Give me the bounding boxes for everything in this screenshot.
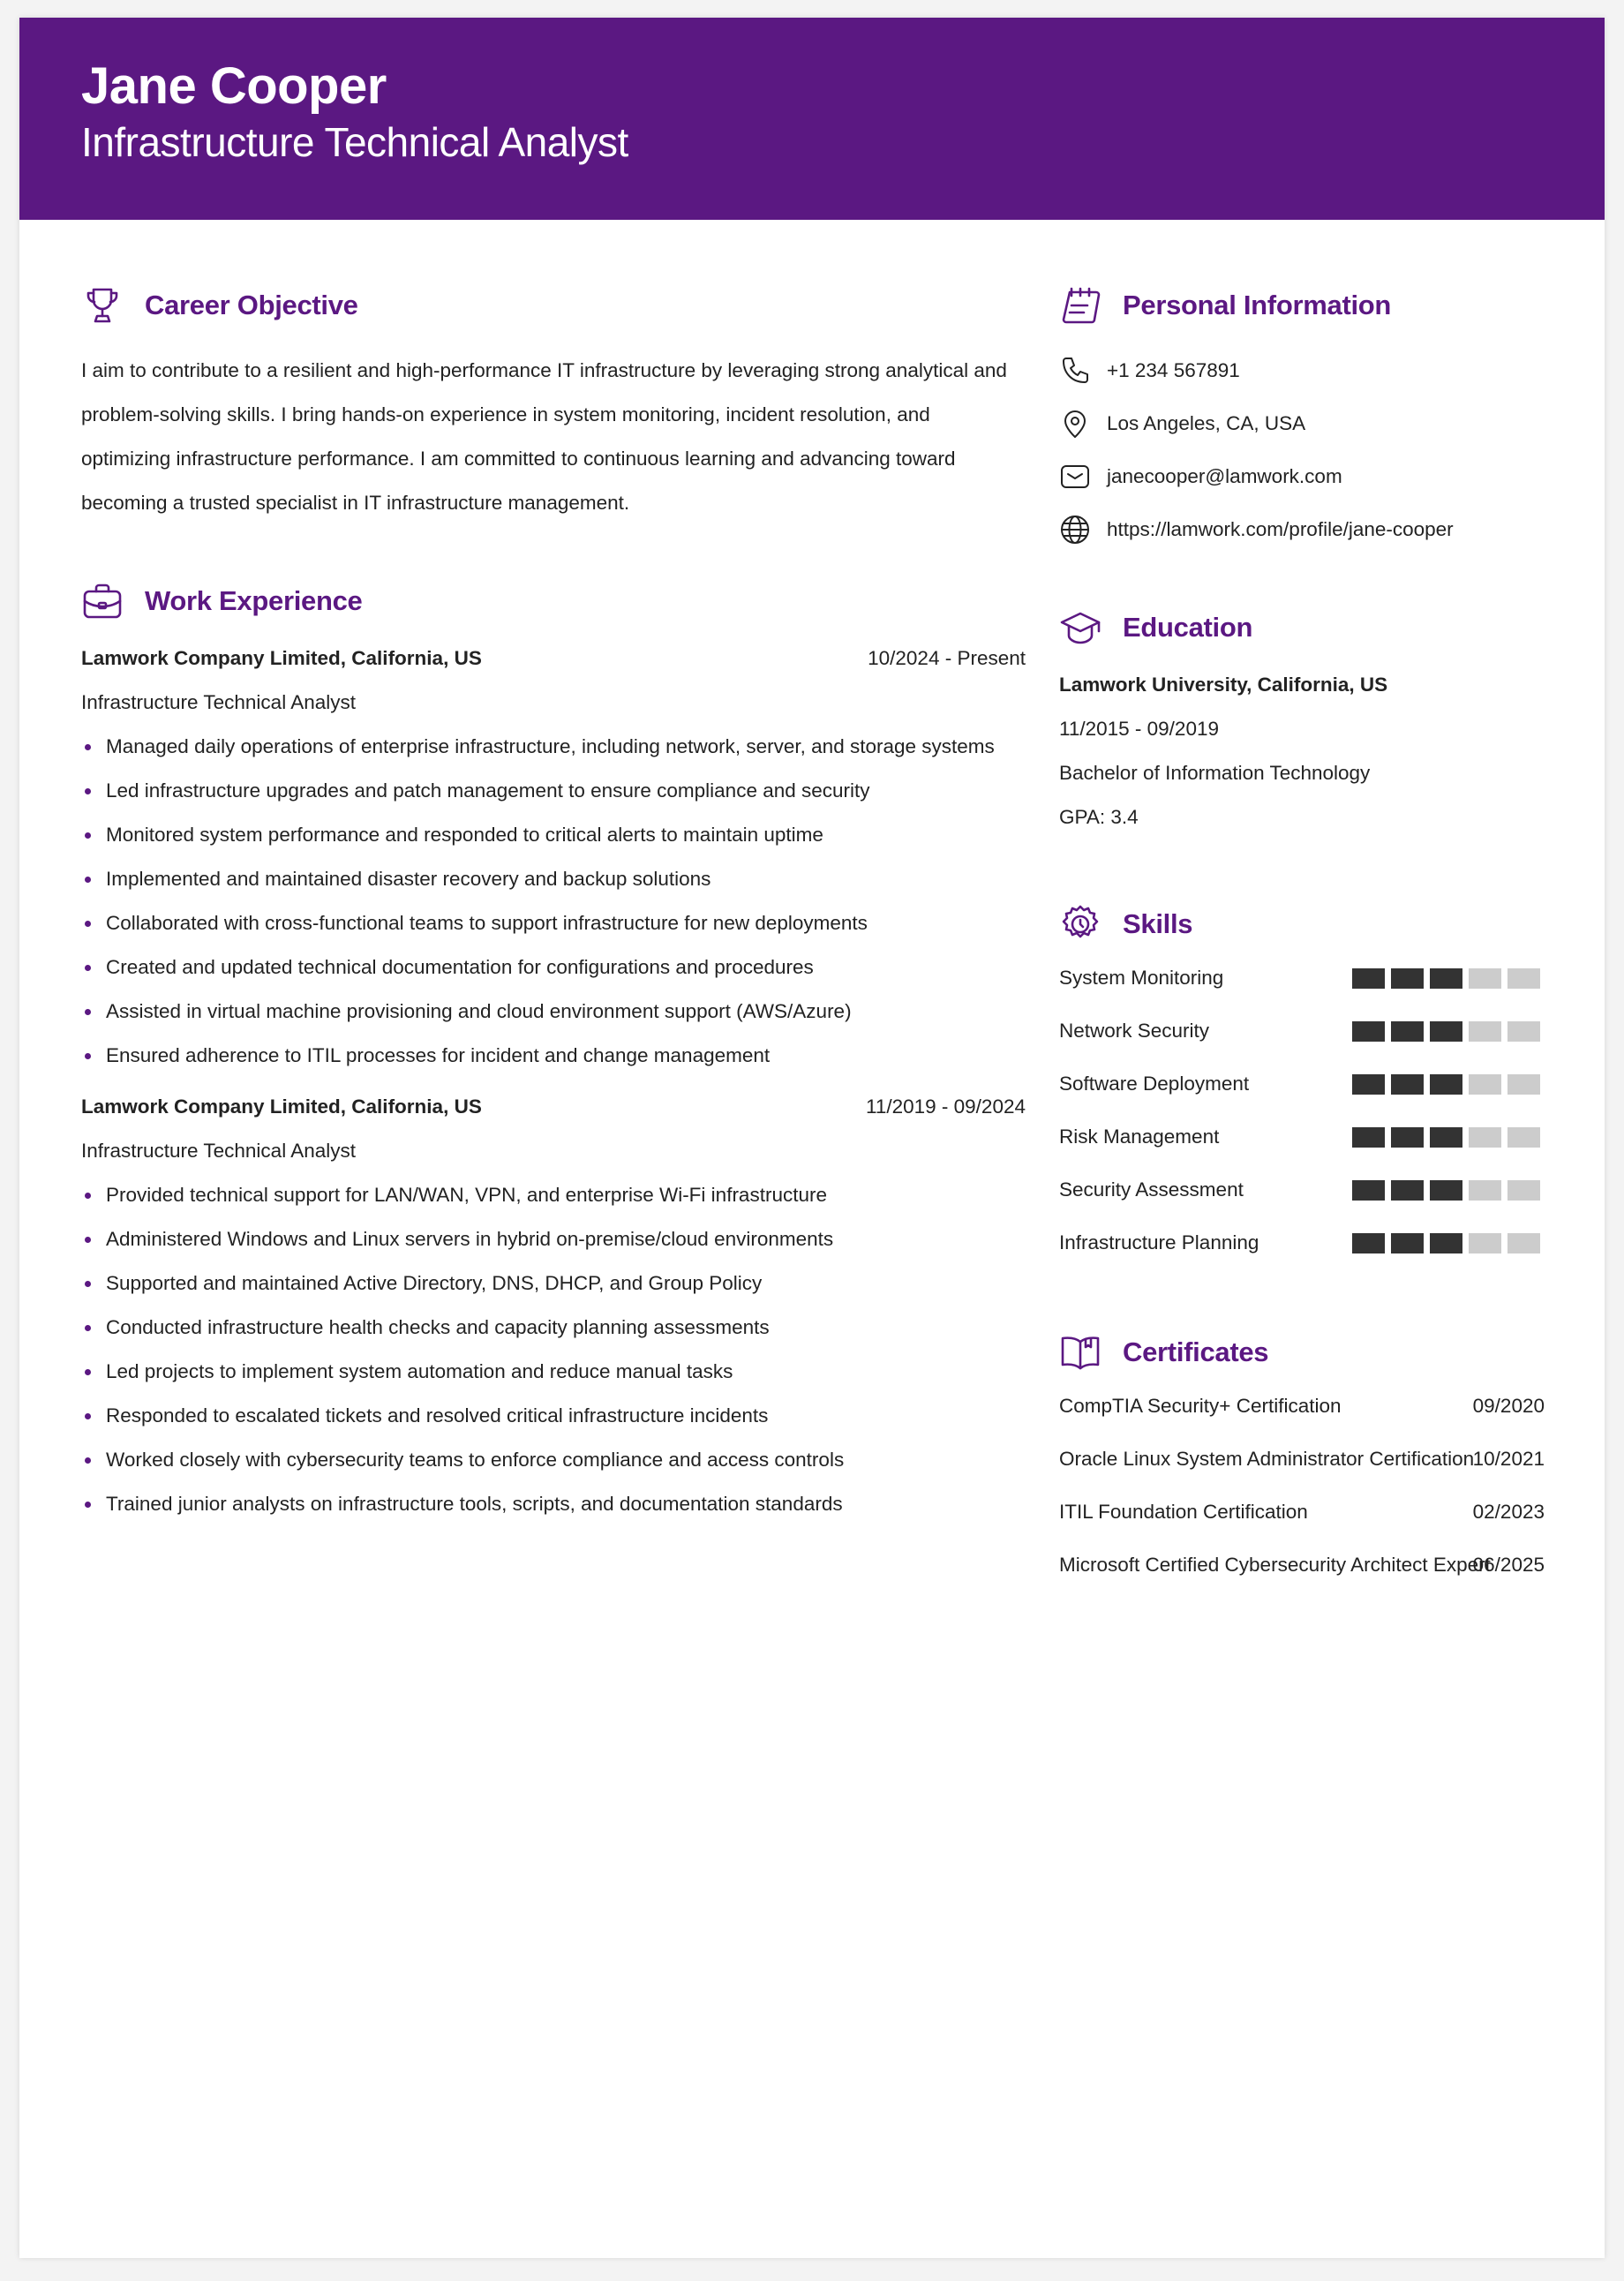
skill-level-segment — [1430, 1021, 1462, 1042]
list-item: Conducted infrastructure health checks and capacity planning assessments — [81, 1314, 844, 1359]
phone-text: +1 234 567891 — [1107, 359, 1240, 381]
career-objective-title: Career Objective — [145, 290, 358, 320]
personal-info-header — [1059, 281, 1391, 330]
career-objective-text: I aim to contribute to a resilient and high-performance IT infrastructure by leveraging strong analytical and problem-solving skills. I bring hands-on experience in system monitoring, incident resolution, and optimizing infrastructure performance. I am committed to continuous learning and advancing toward becoming a trusted specialist in IT infrastructure management. — [81, 359, 1007, 514]
career-objective-header — [81, 281, 358, 330]
calendar-note-icon — [1059, 284, 1101, 327]
skill-level-segment — [1391, 1180, 1424, 1201]
skill-level-segment — [1430, 1074, 1462, 1095]
skill-name: Network Security — [1059, 1020, 1210, 1042]
job-1-dates: 10/2024 - Present — [868, 647, 1026, 669]
skill-level-segment — [1352, 1127, 1385, 1148]
work-experience-title: Work Experience — [145, 585, 363, 616]
location-text: Los Angeles, CA, USA — [1107, 412, 1306, 434]
phone-row — [1059, 353, 1240, 388]
skill-name: System Monitoring — [1059, 967, 1224, 989]
website-link[interactable]: https://lamwork.com/profile/jane-cooper — [1107, 518, 1454, 540]
list-item: Assisted in virtual machine provisioning and cloud environment support (AWS/Azure) — [81, 998, 995, 1043]
job-2-dates: 11/2019 - 09/2024 — [866, 1095, 1026, 1118]
skill-name: Software Deployment — [1059, 1073, 1250, 1095]
education-title: Education — [1123, 612, 1253, 643]
skill-level-segment — [1391, 1127, 1424, 1148]
certificates-title: Certificates — [1123, 1336, 1269, 1367]
list-item: Provided technical support for LAN/WAN, VPN, and enterprise Wi-Fi infrastructure — [81, 1182, 844, 1226]
graduation-cap-icon — [1059, 606, 1101, 649]
work-experience-header — [81, 576, 362, 626]
skills-header — [1059, 900, 1192, 949]
skill-name: Risk Management — [1059, 1125, 1220, 1148]
list-item: Worked closely with cybersecurity teams to enforce compliance and access controls — [81, 1447, 844, 1491]
list-item: Implemented and maintained disaster recovery and backup solutions — [81, 866, 995, 910]
resume-header — [19, 18, 1605, 220]
skill-row — [1059, 1228, 1545, 1258]
certificate-name: ITIL Foundation Certification — [1059, 1501, 1308, 1523]
skill-name: Infrastructure Planning — [1059, 1231, 1259, 1253]
list-item: Responded to escalated tickets and resolved critical infrastructure incidents — [81, 1403, 844, 1447]
location-row — [1059, 406, 1305, 441]
certificate-date: 09/2020 — [1472, 1395, 1545, 1417]
education-school: Lamwork University, California, US — [1059, 674, 1388, 696]
list-item: Supported and maintained Active Directory, DNS, DHCP, and Group Policy — [81, 1270, 844, 1314]
skill-level-segment — [1469, 968, 1501, 989]
skill-level-segment — [1352, 1233, 1385, 1253]
mail-icon — [1059, 461, 1091, 493]
education-gpa: GPA: 3.4 — [1059, 806, 1139, 828]
skill-level-segment — [1507, 1074, 1540, 1095]
skill-level-segment — [1430, 968, 1462, 989]
phone-icon — [1059, 355, 1091, 387]
job-2-role: Infrastructure Technical Analyst — [81, 1140, 356, 1162]
job-2-bullets — [81, 1182, 844, 1535]
globe-icon — [1059, 514, 1091, 546]
skill-row — [1059, 963, 1545, 993]
skill-level-segment — [1430, 1180, 1462, 1201]
skill-level-meter — [1352, 1074, 1546, 1095]
certificate-date: 06/2025 — [1472, 1554, 1545, 1576]
candidate-title: Infrastructure Technical Analyst — [81, 119, 628, 165]
certificate-row — [1059, 1391, 1545, 1421]
list-item: Led projects to implement system automation and reduce manual tasks — [81, 1359, 844, 1403]
skill-level-segment — [1507, 968, 1540, 989]
skill-level-segment — [1469, 1074, 1501, 1095]
certificate-row — [1059, 1444, 1545, 1474]
skill-level-segment — [1391, 1233, 1424, 1253]
certificates-header — [1059, 1328, 1268, 1377]
location-pin-icon — [1059, 408, 1091, 440]
certificate-name: Microsoft Certified Cybersecurity Architect Expert — [1059, 1554, 1491, 1576]
skill-name: Security Assessment — [1059, 1178, 1244, 1201]
skill-level-segment — [1469, 1021, 1501, 1042]
skill-row — [1059, 1016, 1545, 1046]
list-item: Monitored system performance and responded to critical alerts to maintain uptime — [81, 822, 995, 866]
list-item: Created and updated technical documentation for configurations and procedures — [81, 954, 995, 998]
skill-level-segment — [1352, 968, 1385, 989]
education-header — [1059, 603, 1252, 652]
skills-title: Skills — [1123, 908, 1193, 939]
book-icon — [1059, 1331, 1101, 1374]
job-1-company: Lamwork Company Limited, California, US — [81, 647, 482, 669]
skill-level-segment — [1391, 1021, 1424, 1042]
personal-info-title: Personal Information — [1123, 290, 1392, 320]
briefcase-icon — [81, 580, 124, 622]
skill-row — [1059, 1175, 1545, 1205]
job-2-company: Lamwork Company Limited, California, US — [81, 1095, 482, 1118]
skill-level-segment — [1507, 1233, 1540, 1253]
certificate-row — [1059, 1550, 1545, 1580]
candidate-name: Jane Cooper — [81, 57, 387, 115]
education-degree: Bachelor of Information Technology — [1059, 762, 1371, 784]
skill-level-meter — [1352, 1021, 1546, 1042]
list-item: Collaborated with cross-functional teams to support infrastructure for new deployments — [81, 910, 995, 954]
skill-row — [1059, 1069, 1545, 1099]
list-item: Ensured adherence to ITIL processes for incident and change management — [81, 1043, 995, 1087]
certificate-row — [1059, 1497, 1545, 1527]
skill-level-segment — [1352, 1074, 1385, 1095]
skill-level-segment — [1469, 1127, 1501, 1148]
list-item: Managed daily operations of enterprise infrastructure, including network, server, and storage systems — [81, 734, 995, 778]
skill-level-segment — [1430, 1127, 1462, 1148]
job-1-role: Infrastructure Technical Analyst — [81, 691, 356, 713]
skill-level-segment — [1430, 1233, 1462, 1253]
skill-level-meter — [1352, 1180, 1546, 1201]
certificate-date: 02/2023 — [1472, 1501, 1545, 1523]
email-row — [1059, 459, 1342, 494]
skill-level-meter — [1352, 1233, 1546, 1253]
skill-level-segment — [1507, 1180, 1540, 1201]
skill-level-segment — [1391, 968, 1424, 989]
skill-level-segment — [1507, 1127, 1540, 1148]
skill-level-meter — [1352, 1127, 1546, 1148]
certificate-date: 10/2021 — [1472, 1448, 1545, 1470]
email-text[interactable]: janecooper@lamwork.com — [1107, 465, 1342, 487]
job-1-bullets — [81, 734, 995, 1087]
skill-level-segment — [1352, 1180, 1385, 1201]
list-item: Led infrastructure upgrades and patch management to ensure compliance and security — [81, 778, 995, 822]
skill-level-meter — [1352, 968, 1546, 989]
education-dates: 11/2015 - 09/2019 — [1059, 718, 1219, 740]
certificate-name: CompTIA Security+ Certification — [1059, 1395, 1342, 1417]
list-item: Administered Windows and Linux servers in hybrid on-premise/cloud environments — [81, 1226, 844, 1270]
trophy-icon — [81, 284, 124, 327]
skill-level-segment — [1507, 1021, 1540, 1042]
resume-page — [19, 18, 1605, 2258]
list-item: Trained junior analysts on infrastructure tools, scripts, and documentation standards — [81, 1491, 844, 1535]
skill-level-segment — [1391, 1074, 1424, 1095]
skill-level-segment — [1469, 1180, 1501, 1201]
certificate-name: Oracle Linux System Administrator Certification — [1059, 1448, 1475, 1470]
website-row — [1059, 512, 1454, 547]
skill-level-segment — [1469, 1233, 1501, 1253]
skill-row — [1059, 1122, 1545, 1152]
gear-clock-icon — [1059, 903, 1101, 945]
skill-level-segment — [1352, 1021, 1385, 1042]
